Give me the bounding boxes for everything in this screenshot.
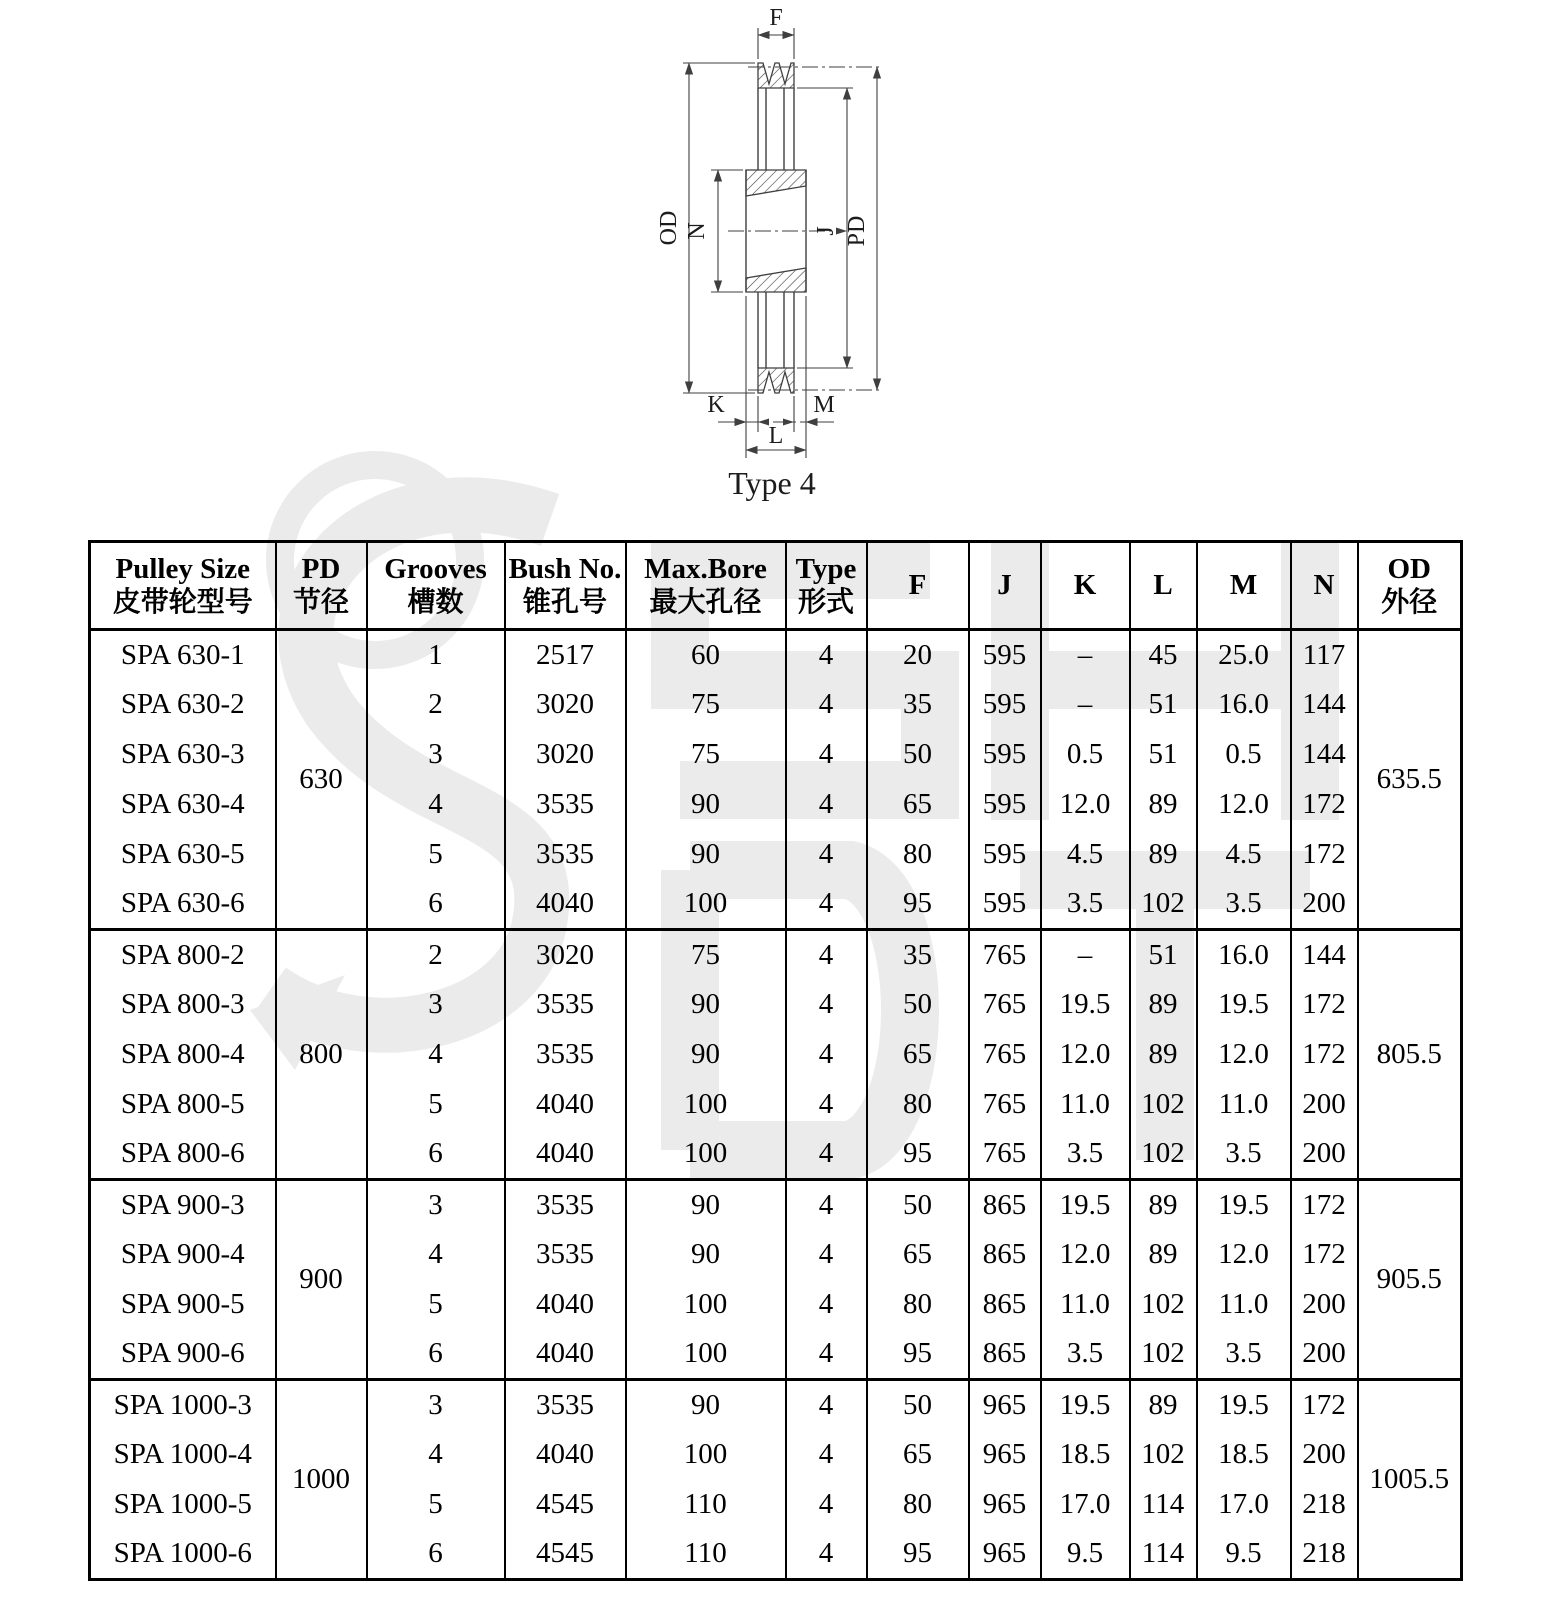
cell-m: 12.0 — [1197, 1230, 1291, 1280]
dim-label-j: J — [813, 226, 839, 236]
cell-j: 595 — [969, 730, 1041, 780]
cell-type: 4 — [786, 880, 867, 930]
cell-pulley-size: SPA 630-2 — [90, 680, 276, 730]
cell-k: 17.0 — [1041, 1480, 1130, 1530]
cell-k: 19.5 — [1041, 1380, 1130, 1430]
cell-grooves: 1 — [367, 630, 505, 680]
cell-pd: 630 — [276, 630, 367, 930]
cell-n: 200 — [1291, 1130, 1358, 1180]
spec-table — [88, 540, 1463, 1581]
cell-type: 4 — [786, 780, 867, 830]
col-header-f: F — [867, 542, 969, 630]
dim-label-pd: PD — [844, 215, 870, 247]
cell-max-bore: 90 — [626, 980, 786, 1030]
cell-j: 595 — [969, 830, 1041, 880]
cell-bush-no: 4040 — [505, 880, 626, 930]
col-header-max-bore: Max.Bore 最大孔径 — [626, 542, 786, 630]
cell-l: 89 — [1130, 830, 1197, 880]
col-header-j: J — [969, 542, 1041, 630]
cell-j: 765 — [969, 1130, 1041, 1180]
cell-max-bore: 100 — [626, 1430, 786, 1480]
cell-grooves: 6 — [367, 880, 505, 930]
col-header-pulley-size: Pulley Size 皮带轮型号 — [90, 542, 276, 630]
col-header-pd: PD 节径 — [276, 542, 367, 630]
cell-type: 4 — [786, 730, 867, 780]
cell-n: 172 — [1291, 830, 1358, 880]
cell-j: 965 — [969, 1380, 1041, 1430]
cell-max-bore: 90 — [626, 1180, 786, 1230]
cell-type: 4 — [786, 630, 867, 680]
cell-m: 4.5 — [1197, 830, 1291, 880]
cell-n: 200 — [1291, 1280, 1358, 1330]
cell-bush-no: 4040 — [505, 1130, 626, 1180]
cell-l: 102 — [1130, 880, 1197, 930]
cell-max-bore: 100 — [626, 1130, 786, 1180]
cell-pulley-size: SPA 800-4 — [90, 1030, 276, 1080]
drawing-caption: Type 4 — [728, 465, 816, 501]
cell-grooves: 5 — [367, 830, 505, 880]
cell-k: – — [1041, 630, 1130, 680]
cell-m: 19.5 — [1197, 1180, 1291, 1230]
cell-k: 11.0 — [1041, 1280, 1130, 1330]
cell-l: 102 — [1130, 1130, 1197, 1180]
cell-k: 19.5 — [1041, 980, 1130, 1030]
cell-grooves: 2 — [367, 930, 505, 980]
cell-od: 635.5 — [1358, 630, 1462, 930]
cell-j: 765 — [969, 930, 1041, 980]
cell-grooves: 5 — [367, 1280, 505, 1330]
cell-max-bore: 100 — [626, 880, 786, 930]
cell-type: 4 — [786, 680, 867, 730]
cell-od: 1005.5 — [1358, 1380, 1462, 1580]
cell-k: 9.5 — [1041, 1530, 1130, 1580]
cell-j: 865 — [969, 1280, 1041, 1330]
cell-max-bore: 90 — [626, 1380, 786, 1430]
bush-top-plate — [746, 170, 806, 196]
cell-n: 144 — [1291, 730, 1358, 780]
cell-n: 172 — [1291, 1230, 1358, 1280]
cell-j: 965 — [969, 1480, 1041, 1530]
cell-f: 80 — [867, 1280, 969, 1330]
cell-k: 18.5 — [1041, 1430, 1130, 1480]
cell-grooves: 4 — [367, 780, 505, 830]
col-header-od: OD 外径 — [1358, 542, 1462, 630]
cell-m: 3.5 — [1197, 880, 1291, 930]
cell-max-bore: 75 — [626, 930, 786, 980]
cell-pulley-size: SPA 630-4 — [90, 780, 276, 830]
cell-l: 102 — [1130, 1280, 1197, 1330]
col-header-bush-no: Bush No. 锥孔号 — [505, 542, 626, 630]
cell-grooves: 3 — [367, 1180, 505, 1230]
cell-j: 965 — [969, 1530, 1041, 1580]
cell-pulley-size: SPA 800-6 — [90, 1130, 276, 1180]
cell-f: 35 — [867, 680, 969, 730]
cell-grooves: 4 — [367, 1230, 505, 1280]
cell-f: 50 — [867, 980, 969, 1030]
cell-pd: 900 — [276, 1180, 367, 1380]
cell-l: 114 — [1130, 1480, 1197, 1530]
cell-f: 95 — [867, 1530, 969, 1580]
cell-type: 4 — [786, 1330, 867, 1380]
cell-od: 905.5 — [1358, 1180, 1462, 1380]
cell-n: 172 — [1291, 780, 1358, 830]
cell-j: 865 — [969, 1330, 1041, 1380]
cell-bush-no: 4545 — [505, 1480, 626, 1530]
cell-pulley-size: SPA 630-6 — [90, 880, 276, 930]
cell-m: 0.5 — [1197, 730, 1291, 780]
bush-bottom-plate — [746, 268, 806, 292]
cell-m: 16.0 — [1197, 680, 1291, 730]
cell-bush-no: 3020 — [505, 680, 626, 730]
cell-m: 3.5 — [1197, 1130, 1291, 1180]
cell-k: 4.5 — [1041, 830, 1130, 880]
cell-f: 80 — [867, 830, 969, 880]
dim-label-od: OD — [656, 210, 682, 246]
table-row — [90, 930, 1462, 980]
cell-m: 17.0 — [1197, 1480, 1291, 1530]
cell-f: 50 — [867, 730, 969, 780]
cell-n: 172 — [1291, 980, 1358, 1030]
cell-m: 18.5 — [1197, 1430, 1291, 1480]
cell-n: 200 — [1291, 1080, 1358, 1130]
cell-f: 35 — [867, 930, 969, 980]
cell-bush-no: 3535 — [505, 830, 626, 880]
cell-bush-no: 3535 — [505, 1030, 626, 1080]
col-header-k: K — [1041, 542, 1130, 630]
cell-k: 12.0 — [1041, 1230, 1130, 1280]
cell-type: 4 — [786, 930, 867, 980]
cell-bush-no: 3020 — [505, 730, 626, 780]
cell-bush-no: 4040 — [505, 1080, 626, 1130]
cell-k: 11.0 — [1041, 1080, 1130, 1130]
cell-bush-no: 3535 — [505, 1380, 626, 1430]
cell-pulley-size: SPA 630-3 — [90, 730, 276, 780]
cell-f: 80 — [867, 1080, 969, 1130]
cell-bush-no: 4545 — [505, 1530, 626, 1580]
cell-pulley-size: SPA 1000-5 — [90, 1480, 276, 1530]
cell-j: 765 — [969, 980, 1041, 1030]
cell-l: 51 — [1130, 930, 1197, 980]
cell-l: 102 — [1130, 1430, 1197, 1480]
cell-pulley-size: SPA 800-3 — [90, 980, 276, 1030]
cell-j: 865 — [969, 1230, 1041, 1280]
cell-type: 4 — [786, 1430, 867, 1480]
cell-k: 3.5 — [1041, 880, 1130, 930]
cell-k: 3.5 — [1041, 1130, 1130, 1180]
cell-k: 3.5 — [1041, 1330, 1130, 1380]
cell-k: 12.0 — [1041, 780, 1130, 830]
cell-grooves: 5 — [367, 1480, 505, 1530]
cell-type: 4 — [786, 1230, 867, 1280]
cell-type: 4 — [786, 1130, 867, 1180]
table-row — [90, 1380, 1462, 1430]
cell-n: 144 — [1291, 930, 1358, 980]
pulley-drawing — [600, 0, 940, 510]
cell-m: 19.5 — [1197, 980, 1291, 1030]
cell-type: 4 — [786, 1030, 867, 1080]
cell-j: 765 — [969, 1080, 1041, 1130]
cell-type: 4 — [786, 830, 867, 880]
cell-bush-no: 3535 — [505, 980, 626, 1030]
cell-f: 80 — [867, 1480, 969, 1530]
cell-l: 102 — [1130, 1330, 1197, 1380]
cell-j: 595 — [969, 680, 1041, 730]
col-header-grooves: Grooves 槽数 — [367, 542, 505, 630]
cell-j: 595 — [969, 880, 1041, 930]
cell-od: 805.5 — [1358, 930, 1462, 1180]
cell-n: 172 — [1291, 1030, 1358, 1080]
cell-f: 65 — [867, 1430, 969, 1480]
cell-max-bore: 90 — [626, 830, 786, 880]
cell-grooves: 5 — [367, 1080, 505, 1130]
cell-max-bore: 60 — [626, 630, 786, 680]
cell-grooves: 2 — [367, 680, 505, 730]
col-header-m: M — [1197, 542, 1291, 630]
cell-pulley-size: SPA 900-3 — [90, 1180, 276, 1230]
cell-f: 50 — [867, 1180, 969, 1230]
cell-m: 11.0 — [1197, 1280, 1291, 1330]
cell-l: 45 — [1130, 630, 1197, 680]
cell-m: 12.0 — [1197, 1030, 1291, 1080]
cell-m: 3.5 — [1197, 1330, 1291, 1380]
cell-grooves: 3 — [367, 980, 505, 1030]
cell-f: 65 — [867, 1030, 969, 1080]
cell-pulley-size: SPA 800-5 — [90, 1080, 276, 1130]
cell-type: 4 — [786, 1480, 867, 1530]
cell-l: 114 — [1130, 1530, 1197, 1580]
cell-grooves: 6 — [367, 1330, 505, 1380]
cell-max-bore: 90 — [626, 1030, 786, 1080]
cell-max-bore: 110 — [626, 1530, 786, 1580]
dim-label-k: K — [707, 392, 725, 418]
cell-n: 117 — [1291, 630, 1358, 680]
cell-pulley-size: SPA 1000-4 — [90, 1430, 276, 1480]
cell-n: 200 — [1291, 1330, 1358, 1380]
cell-pulley-size: SPA 900-5 — [90, 1280, 276, 1330]
cell-f: 95 — [867, 880, 969, 930]
cell-f: 20 — [867, 630, 969, 680]
cell-m: 19.5 — [1197, 1380, 1291, 1430]
cell-type: 4 — [786, 1530, 867, 1580]
cell-m: 12.0 — [1197, 780, 1291, 830]
cell-grooves: 6 — [367, 1530, 505, 1580]
table-row — [90, 630, 1462, 680]
cell-type: 4 — [786, 1180, 867, 1230]
cell-bush-no: 3020 — [505, 930, 626, 980]
cell-grooves: 4 — [367, 1030, 505, 1080]
cell-type: 4 — [786, 1280, 867, 1330]
cell-l: 89 — [1130, 780, 1197, 830]
header-row — [90, 542, 1462, 630]
cell-max-bore: 75 — [626, 730, 786, 780]
cell-l: 89 — [1130, 1180, 1197, 1230]
rim-bottom-section — [758, 368, 794, 393]
cell-l: 102 — [1130, 1080, 1197, 1130]
cell-f: 50 — [867, 1380, 969, 1430]
cell-j: 965 — [969, 1430, 1041, 1480]
cell-pulley-size: SPA 1000-6 — [90, 1530, 276, 1580]
cell-m: 11.0 — [1197, 1080, 1291, 1130]
cell-bush-no: 4040 — [505, 1330, 626, 1380]
dim-label-f: F — [769, 5, 783, 31]
cell-grooves: 4 — [367, 1430, 505, 1480]
cell-j: 595 — [969, 630, 1041, 680]
cell-max-bore: 100 — [626, 1080, 786, 1130]
cell-bush-no: 3535 — [505, 1180, 626, 1230]
cell-n: 144 — [1291, 680, 1358, 730]
cell-pulley-size: SPA 630-5 — [90, 830, 276, 880]
cell-n: 200 — [1291, 1430, 1358, 1480]
cell-bush-no: 3535 — [505, 1230, 626, 1280]
cell-max-bore: 90 — [626, 1230, 786, 1280]
cell-type: 4 — [786, 980, 867, 1030]
spec-table-body — [90, 630, 1462, 1580]
cell-pulley-size: SPA 800-2 — [90, 930, 276, 980]
col-header-type: Type 形式 — [786, 542, 867, 630]
cell-k: – — [1041, 680, 1130, 730]
dim-label-n: N — [684, 222, 710, 240]
cell-bush-no: 2517 — [505, 630, 626, 680]
cell-f: 65 — [867, 780, 969, 830]
cell-max-bore: 110 — [626, 1480, 786, 1530]
cell-max-bore: 90 — [626, 780, 786, 830]
cell-l: 51 — [1130, 730, 1197, 780]
cell-l: 89 — [1130, 1030, 1197, 1080]
cell-k: 19.5 — [1041, 1180, 1130, 1230]
cell-n: 218 — [1291, 1530, 1358, 1580]
cell-m: 25.0 — [1197, 630, 1291, 680]
cell-grooves: 3 — [367, 1380, 505, 1430]
cell-n: 218 — [1291, 1480, 1358, 1530]
cell-grooves: 6 — [367, 1130, 505, 1180]
cell-pulley-size: SPA 1000-3 — [90, 1380, 276, 1430]
cell-k: – — [1041, 930, 1130, 980]
cell-pd: 800 — [276, 930, 367, 1180]
cell-max-bore: 100 — [626, 1280, 786, 1330]
cell-grooves: 3 — [367, 730, 505, 780]
cell-type: 4 — [786, 1080, 867, 1130]
cell-f: 95 — [867, 1130, 969, 1180]
cell-bush-no: 4040 — [505, 1280, 626, 1330]
cell-pulley-size: SPA 630-1 — [90, 630, 276, 680]
cell-max-bore: 100 — [626, 1330, 786, 1380]
cell-n: 200 — [1291, 880, 1358, 930]
cell-bush-no: 3535 — [505, 780, 626, 830]
table-row — [90, 1180, 1462, 1230]
cell-l: 89 — [1130, 1230, 1197, 1280]
cell-k: 12.0 — [1041, 1030, 1130, 1080]
cell-l: 89 — [1130, 980, 1197, 1030]
cell-pulley-size: SPA 900-4 — [90, 1230, 276, 1280]
cell-n: 172 — [1291, 1380, 1358, 1430]
cell-j: 595 — [969, 780, 1041, 830]
cell-f: 65 — [867, 1230, 969, 1280]
cell-k: 0.5 — [1041, 730, 1130, 780]
col-header-l: L — [1130, 542, 1197, 630]
cell-f: 95 — [867, 1330, 969, 1380]
dim-label-l: L — [768, 423, 784, 449]
cell-l: 51 — [1130, 680, 1197, 730]
cell-l: 89 — [1130, 1380, 1197, 1430]
cell-bush-no: 4040 — [505, 1430, 626, 1480]
cell-pulley-size: SPA 900-6 — [90, 1330, 276, 1380]
cell-max-bore: 75 — [626, 680, 786, 730]
col-header-n: N — [1291, 542, 1358, 630]
cell-j: 865 — [969, 1180, 1041, 1230]
dim-label-m: M — [813, 392, 835, 418]
cell-type: 4 — [786, 1380, 867, 1430]
cell-n: 172 — [1291, 1180, 1358, 1230]
cell-pd: 1000 — [276, 1380, 367, 1580]
cell-m: 9.5 — [1197, 1530, 1291, 1580]
cell-j: 765 — [969, 1030, 1041, 1080]
cell-m: 16.0 — [1197, 930, 1291, 980]
